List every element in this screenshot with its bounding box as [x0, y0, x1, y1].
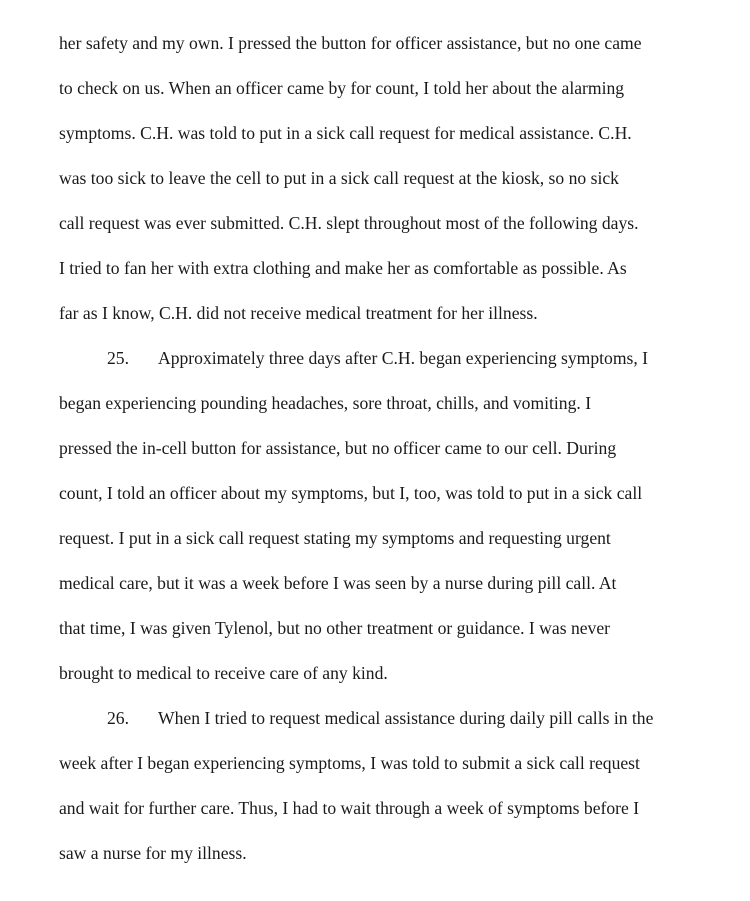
paragraph-24-line-2: to check on us. When an officer came by for count, I told her about the alarming — [59, 78, 625, 98]
paragraph-25-line-3: pressed the in-cell button for assistance, but no officer came to our cell. During — [59, 438, 617, 458]
paragraph-25-first-line-text: Approximately three days after C.H. began experiencing symptoms, I — [158, 348, 649, 368]
paragraph-25-line-6: medical care, but it was a week before I was seen by a nurse during pill call. At — [59, 573, 617, 593]
paragraph-24-line-3: symptoms. C.H. was told to put in a sick call request for medical assistance. C.H. — [59, 123, 632, 143]
paragraph-24-line-1: her safety and my own. I pressed the button for officer assistance, but no one came — [59, 33, 642, 53]
paragraph-24-line-6: I tried to fan her with extra clothing and make her as comfortable as possible. As — [59, 258, 627, 278]
paragraph-26-number: 26. — [107, 708, 129, 728]
paragraph-25-line-7: that time, I was given Tylenol, but no other treatment or guidance. I was never — [59, 618, 611, 638]
paragraph-25-line-4: count, I told an officer about my symptoms, but I, too, was told to put in a sick call — [59, 483, 643, 503]
paragraph-24-line-7: far as I know, C.H. did not receive medical treatment for her illness. — [59, 303, 538, 323]
paragraph-25-number: 25. — [107, 348, 129, 368]
paragraph-26-first-line-text: When I tried to request medical assistance during daily pill calls in the — [158, 708, 654, 728]
paragraph-24-line-4: was too sick to leave the cell to put in a sick call request at the kiosk, so no sick — [59, 168, 619, 188]
paragraph-25-line-5: request. I put in a sick call request stating my symptoms and requesting urgent — [59, 528, 611, 548]
paragraph-26-first-line — [107, 707, 653, 729]
paragraph-25-first-line — [107, 347, 648, 369]
paragraph-24-line-5: call request was ever submitted. C.H. slept throughout most of the following days. — [59, 213, 639, 233]
paragraph-25-line-8: brought to medical to receive care of any kind. — [59, 663, 388, 683]
paragraph-26-line-2: week after I began experiencing symptoms, I was told to submit a sick call request — [59, 753, 640, 773]
paragraph-25-line-2: began experiencing pounding headaches, sore throat, chills, and vomiting. I — [59, 393, 592, 413]
paragraph-26-line-4: saw a nurse for my illness. — [59, 843, 247, 863]
paragraph-26-line-3: and wait for further care. Thus, I had to wait through a week of symptoms before I — [59, 798, 640, 818]
